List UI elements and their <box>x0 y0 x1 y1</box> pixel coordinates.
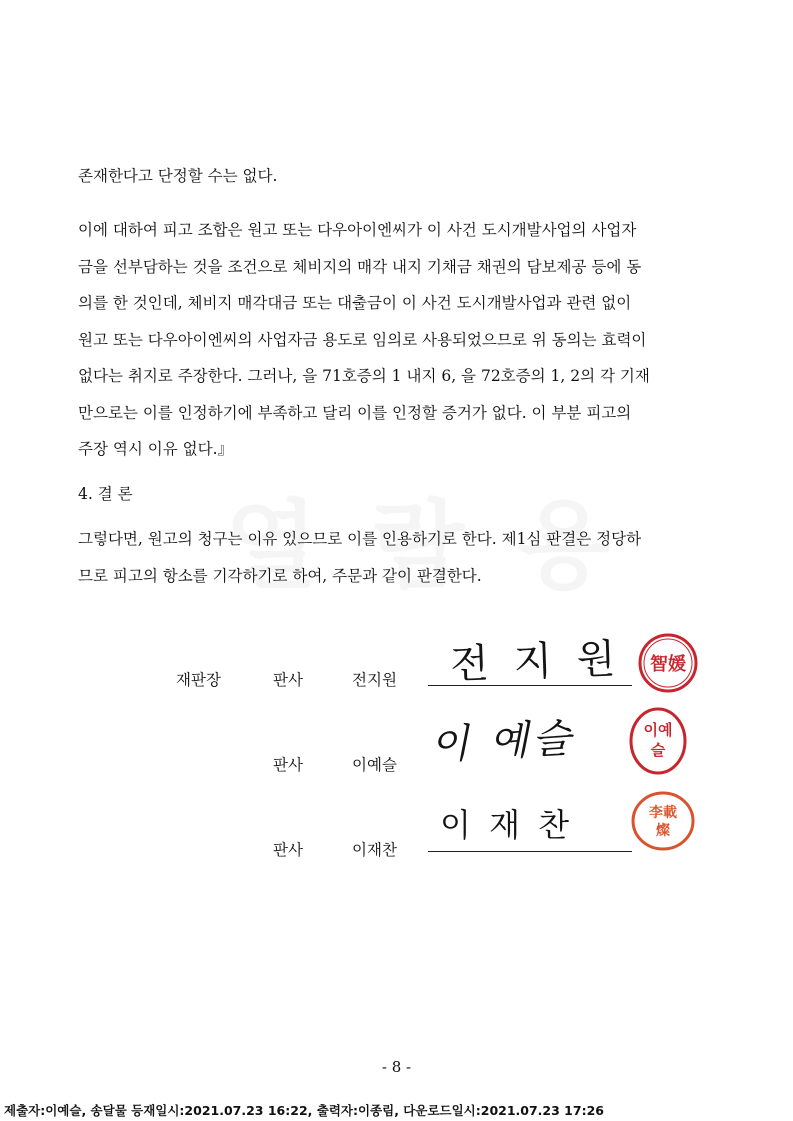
footer-metadata: 제출자:이예슬, 송달물 등재일시:2021.07.23 16:22, 출력자:이종림, 다운로드일시:2021.07.23 17:26 <box>4 1103 604 1118</box>
signature-line <box>428 851 632 852</box>
signature-row-presiding-judge <box>0 630 793 710</box>
svg-text:智媛: 智媛 <box>650 654 686 675</box>
seal-stamp <box>630 790 696 852</box>
paragraph-2 <box>78 212 718 468</box>
text-line: 원고 또는 다우아이엔씨의 사업자금 용도로 임의로 사용되었으므로 위 동의는 효력이 <box>78 330 647 349</box>
text-line: 의를 한 것인데, 체비지 매각대금 또는 대출금이 이 사건 도시개발사업과 관련 없이 <box>78 294 632 312</box>
section-heading <box>78 476 718 513</box>
paragraph-3 <box>78 521 718 594</box>
handwritten-signature: 이 재 찬 <box>440 806 574 844</box>
svg-text:이예: 이예 <box>643 721 673 739</box>
svg-text:슬: 슬 <box>650 741 666 759</box>
text-line: 므로 피고의 항소를 기각하기로 하여, 주문과 같이 판결한다. <box>78 566 482 585</box>
svg-text:燦: 燦 <box>656 823 670 839</box>
heading-text: 4. 결 론 <box>78 485 133 503</box>
svg-text:李載: 李載 <box>649 805 677 821</box>
signature-role: 판사 <box>273 671 303 689</box>
signature-name: 전지원 <box>352 671 397 689</box>
text-line: 이에 대하여 피고 조합은 원고 또는 다우아이엔씨가 이 사건 도시개발사업의 사업자 <box>78 221 637 239</box>
signature-title: 재판장 <box>176 671 221 689</box>
text-line: 금을 선부담하는 것을 조건으로 체비지의 매각 내지 기채금 채권의 담보제공 등에 동 <box>78 257 642 276</box>
paragraph-1 <box>78 158 718 195</box>
signature-row-judge-2 <box>0 705 793 785</box>
signature-name: 이재찬 <box>352 841 397 859</box>
text-line: 없다는 취지로 주장한다. 그러나, 을 71호증의 1 내지 6, 을 72호증의 1, 2의 각 기재 <box>78 367 650 385</box>
text-line: 그렇다면, 원고의 청구는 이유 있으므로 이를 인용하기로 한다. 제1심 판결은 정당하 <box>78 530 642 548</box>
signature-row-judge-3 <box>0 790 793 870</box>
text-line: 주장 역시 이유 없다.』 <box>78 440 233 458</box>
signature-role: 판사 <box>273 756 303 774</box>
page-number: - 8 - <box>381 1058 412 1076</box>
handwritten-signature: 이 예슬 <box>429 715 576 769</box>
signature-name: 이예슬 <box>352 756 397 774</box>
text-line: 만으로는 이를 인정하기에 부족하고 달리 이를 인정할 증거가 없다. 이 부분 피고의 <box>78 403 632 422</box>
signature-line <box>428 685 632 686</box>
text-line: 존재한다고 단정할 수는 없다. <box>78 167 278 185</box>
seal-stamp <box>627 705 689 777</box>
signature-role: 판사 <box>273 841 303 859</box>
handwritten-signature: 전 지 원 <box>449 636 623 688</box>
seal-stamp <box>637 632 699 694</box>
